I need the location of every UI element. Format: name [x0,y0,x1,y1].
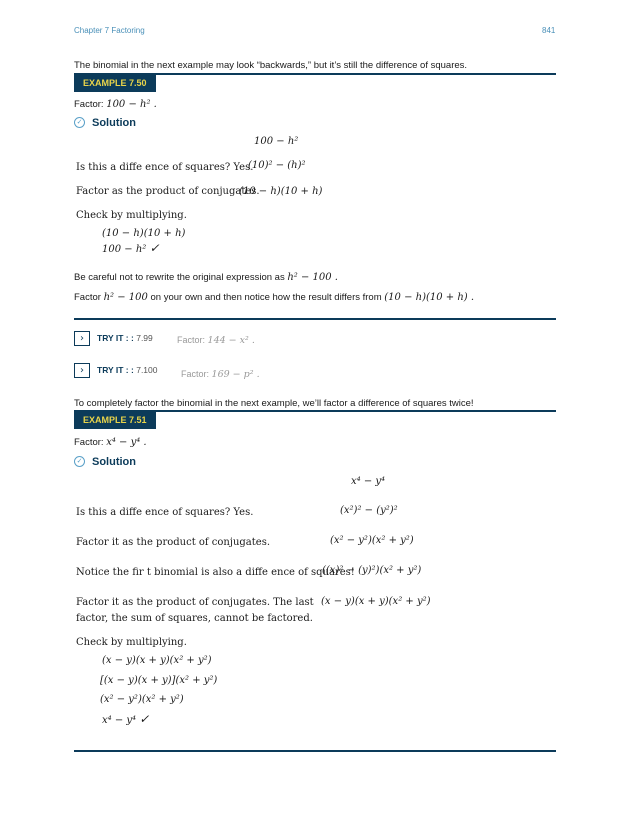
solution-label: Solution [92,117,136,129]
example-end-rule [74,318,556,320]
check-line: (x² − y²)(x² + y²) [100,694,184,705]
try-it-number: 7.99 [136,333,153,343]
try-it-text: TRY IT : : [97,333,134,343]
intro-text-2: To completely factor the binomial in the next example, we’ll factor a difference of squares twice! [74,398,474,409]
step-text: Factor it as the product of conjugates. The last [76,597,314,608]
try-it-label [97,333,153,343]
try-it-expression: 144 − x² . [207,335,255,346]
chapter-header: Chapter 7 Factoring [74,26,145,35]
check-circle-icon: ✓ [74,117,85,128]
solution-label: Solution [92,456,136,468]
step-text: Factor it as the product of conjugates. [76,537,270,548]
check-line: (x − y)(x + y)(x² + y²) [102,655,212,666]
check-result: 100 − h² [102,244,147,255]
example-badge: EXAMPLE 7.51 [74,412,156,429]
careful-expression: h² − 100 . [287,272,338,283]
check-text: Check by multiplying. [76,637,187,648]
chevron-right-icon[interactable]: › [74,363,90,378]
step-text: Is this a diffe ence of squares? Yes. [76,507,254,518]
step-text: Factor as the product of conjugates. [76,186,260,197]
factor-prompt [74,437,147,448]
step-expression: (x² − y²)(x² + y²) [330,535,414,546]
step-text: Is this a diffe ence of squares? Yes. [76,162,254,173]
checkmark-icon: ✓ [149,241,160,255]
factor-expression: 100 − h² . [106,99,157,110]
check-line [102,712,149,726]
try-it-number: 7.100 [136,365,158,375]
example-badge: EXAMPLE 7.50 [74,75,156,92]
factor-note-pre: Factor [74,292,101,303]
factor-expression: x⁴ − y⁴ . [106,437,147,448]
try-it-factor: Factor: [181,369,210,379]
try-it-problem [177,335,255,346]
example-end-rule [74,750,556,752]
step-text: factor, the sum of squares, cannot be factored. [76,613,313,624]
try-it-text: TRY IT : : [97,365,134,375]
step-expression: (10)² − (h)² [248,160,306,171]
try-it-expression: 169 − p² . [211,369,260,380]
try-it-factor: Factor: [177,335,206,345]
expression-start: x⁴ − y⁴ [351,476,386,487]
factor-prompt [74,99,157,110]
intro-text-1: The binomial in the next example may look “backwards,” but it’s still the difference of squares. [74,60,468,71]
try-it-problem [181,369,260,380]
check-text: Check by multiplying. [76,210,187,221]
factor-note-expr: h² − 100 [103,292,148,303]
check-line [102,241,160,255]
check-line: (10 − h)(10 + h) [102,228,186,239]
try-it-label [97,365,158,375]
step-expression: (x − y)(x + y)(x² + y²) [321,596,431,607]
factor-note-expr: (10 − h)(10 + h) . [384,292,475,303]
careful-text: Be careful not to rewrite the original expression as [74,272,285,283]
step-expression: (10 − h)(10 + h) [239,186,323,197]
expression-start: 100 − h² [254,136,299,147]
factor-note-mid: on your own and then notice how the result differs from [150,292,382,303]
step-expression: (x²)² − (y²)² [340,505,398,516]
page-number: 841 [542,26,556,35]
check-line: [(x − y)(x + y)](x² + y²) [100,675,218,686]
chevron-right-icon[interactable]: › [74,331,90,346]
checkmark-icon: ✓ [139,712,150,726]
careful-note [74,272,338,283]
step-expression: ((x)² − (y)²)(x² + y²) [322,565,422,576]
factor-note [74,292,474,303]
check-circle-icon: ✓ [74,456,85,467]
factor-label: Factor: [74,437,104,448]
step-text: Notice the fir t binomial is also a diffe ence of squares! [76,567,355,578]
check-result: x⁴ − y⁴ [102,715,137,726]
factor-label: Factor: [74,99,104,110]
